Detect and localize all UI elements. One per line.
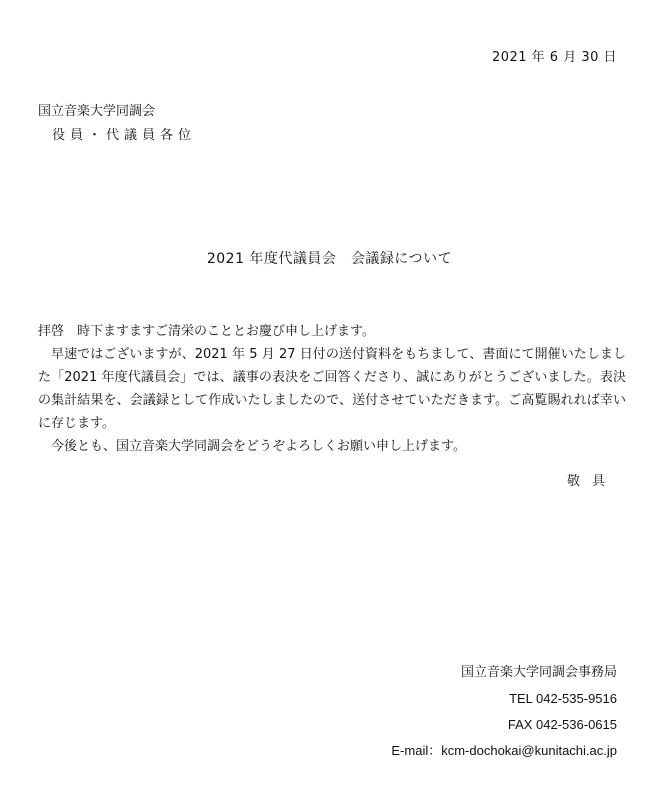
body-paragraph-2: 今後とも、国立音楽大学同調会をどうぞよろしくお願い申し上げます。 bbox=[51, 439, 466, 454]
letter-title: 2021 年度代議員会 会議録について bbox=[206, 251, 453, 267]
sender-office: 国立音楽大学同調会事務局 bbox=[460, 665, 617, 680]
closing-salutation: 敬具 bbox=[566, 474, 617, 489]
letter-body bbox=[38, 320, 626, 458]
addressee-recipients: 役員・代議員各位 bbox=[52, 128, 197, 143]
sender-fax: FAX 042-536-0615 bbox=[507, 717, 617, 732]
sender-tel: TEL 042-535-9516 bbox=[509, 691, 617, 706]
sender-block bbox=[391, 660, 617, 764]
body-paragraph-1: 早速ではございますが、2021 年 5 月 27 日付の送付資料をもちまして、書面にて開催いたしました「2021 年度代議員会」では、議事の表決をご回答くださり、誠にありがとうございました。表決の集計結果を、会議録として作成いたしましたので、送付させていただきます。ご高覧賜れれば幸いに存じます。 bbox=[38, 347, 626, 431]
addressee-organization: 国立音楽大学同調会 bbox=[38, 104, 156, 119]
letter-date: 2021 年 6 月 30 日 bbox=[491, 50, 617, 65]
greeting-line: 拝啓 時下ますますご清栄のこととお慶び申し上げます。 bbox=[38, 324, 375, 339]
sender-email: E-mail：kcm-dochokai@kunitachi.ac.jp bbox=[391, 743, 617, 758]
